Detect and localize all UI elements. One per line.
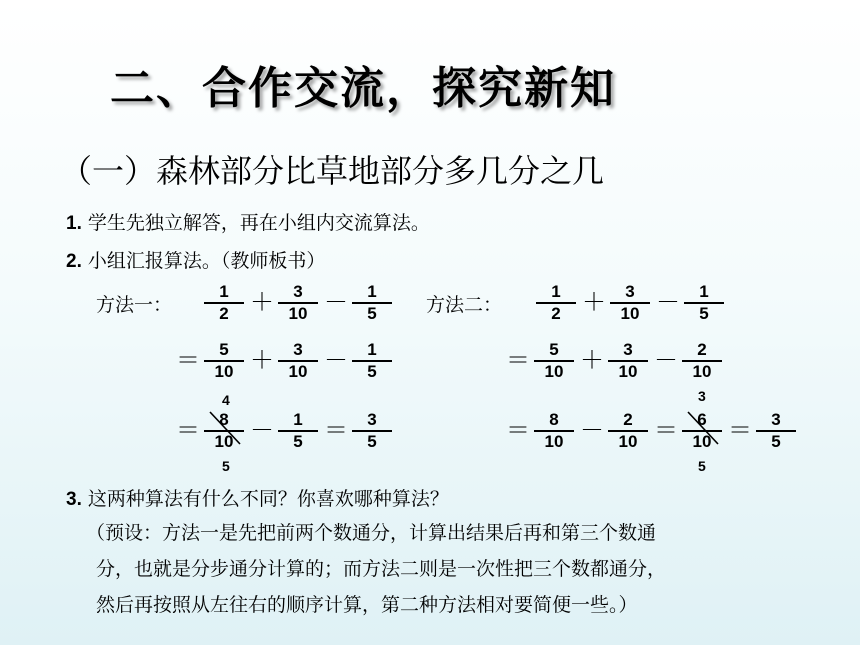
m2-row3-fraction-2-denominator: 10 bbox=[692, 432, 712, 451]
item-1-number: 1. bbox=[66, 213, 82, 234]
m2-row2-op-0: ＝ bbox=[506, 346, 530, 374]
m2-row2-fraction-0 bbox=[532, 340, 576, 382]
m2-row3-fraction-3 bbox=[754, 410, 798, 452]
m1-row2-op-1: ＋ bbox=[250, 346, 274, 374]
m1-row3-fraction-1-numerator: 1 bbox=[293, 410, 303, 429]
m1-row3-fraction-2 bbox=[350, 410, 394, 452]
m1-row1-fraction-2 bbox=[350, 282, 394, 324]
m1-row3-fraction-2-denominator: 5 bbox=[367, 432, 377, 451]
m2-reduced-denominator: 5 bbox=[698, 458, 706, 474]
m1-reduced-numerator: 4 bbox=[222, 392, 230, 408]
m1-row3-op-2: ＝ bbox=[324, 416, 348, 444]
m2-row2-fraction-1 bbox=[606, 340, 650, 382]
m2-row3-op-3: ＝ bbox=[728, 416, 752, 444]
m1-row1-fraction-0-denominator: 2 bbox=[219, 304, 229, 323]
m2-row2-fraction-2-numerator: 2 bbox=[697, 340, 707, 359]
m2-row3-op-1: － bbox=[580, 416, 604, 444]
m2-row1-fraction-0-denominator: 2 bbox=[551, 304, 561, 323]
m1-row1-op-0: ＋ bbox=[250, 288, 274, 316]
m1-row3-fraction-1 bbox=[276, 410, 320, 452]
m1-row1-fraction-0 bbox=[202, 282, 246, 324]
m1-row1-fraction-1 bbox=[276, 282, 320, 324]
m2-row3-fraction-1-denominator: 10 bbox=[618, 432, 638, 451]
m1-row3-fraction-2-numerator: 3 bbox=[367, 410, 377, 429]
m2-row1-fraction-1-numerator: 3 bbox=[625, 282, 635, 301]
method-2-label: 方法二： bbox=[426, 294, 503, 316]
m2-row2-op-2: － bbox=[654, 346, 678, 374]
section-subtitle: （一）森林部分比草地部分多几分之几 bbox=[60, 152, 605, 190]
m2-row3-fraction-3-numerator: 3 bbox=[771, 410, 781, 429]
m2-row3-fraction-1 bbox=[606, 410, 650, 452]
m1-row3-fraction-1-denominator: 5 bbox=[293, 432, 303, 451]
m2-row3-fraction-0-denominator: 10 bbox=[544, 432, 564, 451]
item-2 bbox=[66, 246, 325, 273]
m1-row1-op-1: － bbox=[324, 288, 348, 316]
m1-row2-fraction-0 bbox=[202, 340, 246, 382]
m1-row3-op-1: － bbox=[250, 416, 274, 444]
m2-row2-fraction-2 bbox=[680, 340, 724, 382]
m1-row2-fraction-0-numerator: 5 bbox=[219, 340, 229, 359]
item-3-number: 3. bbox=[66, 489, 82, 510]
m1-row2-fraction-1-denominator: 10 bbox=[288, 362, 308, 381]
m1-row1-fraction-2-denominator: 5 bbox=[367, 304, 377, 323]
item-1-text: 学生先独立解答，再在小组内交流算法。 bbox=[87, 212, 430, 234]
m1-row3-op-0: ＝ bbox=[176, 416, 200, 444]
m2-reduced-numerator: 3 bbox=[698, 388, 706, 404]
explanation-line-2: 分，也就是分步通分计算的；而方法二则是一次性把三个数都通分， bbox=[96, 558, 667, 580]
m2-row2-fraction-0-numerator: 5 bbox=[549, 340, 559, 359]
m2-row3-fraction-0-numerator: 8 bbox=[549, 410, 559, 429]
m1-row2-fraction-0-denominator: 10 bbox=[214, 362, 234, 381]
m1-row2-fraction-2 bbox=[350, 340, 394, 382]
m2-row3-op-2: ＝ bbox=[654, 416, 678, 444]
m2-row2-fraction-1-denominator: 10 bbox=[618, 362, 638, 381]
item-2-text: 小组汇报算法。（教师板书） bbox=[87, 250, 326, 272]
m2-row1-fraction-1-denominator: 10 bbox=[620, 304, 640, 323]
m2-row3-fraction-1-numerator: 2 bbox=[623, 410, 633, 429]
m2-row1-fraction-2-denominator: 5 bbox=[699, 304, 709, 323]
m1-row2-fraction-1 bbox=[276, 340, 320, 382]
m1-row3-fraction-0-denominator: 10 bbox=[214, 432, 234, 451]
m2-row2-fraction-2-denominator: 10 bbox=[692, 362, 712, 381]
m2-strike bbox=[684, 408, 724, 448]
item-3-text: 这两种算法有什么不同？你喜欢哪种算法？ bbox=[87, 488, 449, 510]
m1-row1-fraction-1-denominator: 10 bbox=[288, 304, 308, 323]
item-3 bbox=[66, 484, 449, 511]
method-1-label: 方法一： bbox=[96, 294, 173, 316]
m2-row2-op-1: ＋ bbox=[580, 346, 604, 374]
m2-row1-op-1: － bbox=[656, 288, 680, 316]
m2-row3-fraction-0 bbox=[532, 410, 576, 452]
item-2-number: 2. bbox=[66, 251, 82, 272]
m2-row3-op-0: ＝ bbox=[506, 416, 530, 444]
m1-row2-fraction-2-denominator: 5 bbox=[367, 362, 377, 381]
m1-row1-fraction-1-numerator: 3 bbox=[293, 282, 303, 301]
m1-row2-fraction-2-numerator: 1 bbox=[367, 340, 377, 359]
m1-row2-op-0: ＝ bbox=[176, 346, 200, 374]
m2-row1-fraction-2-numerator: 1 bbox=[699, 282, 709, 301]
m1-row1-fraction-2-numerator: 1 bbox=[367, 282, 377, 301]
m1-row2-op-2: － bbox=[324, 346, 348, 374]
m1-row2-fraction-1-numerator: 3 bbox=[293, 340, 303, 359]
m1-row3-fraction-0-numerator: 8 bbox=[219, 410, 229, 429]
explanation-line-1: （预设：方法一是先把前两个数通分，计算出结果后再和第三个数通 bbox=[86, 522, 657, 544]
m2-row1-fraction-0 bbox=[534, 282, 578, 324]
m2-row1-fraction-2 bbox=[682, 282, 726, 324]
m2-row1-fraction-1 bbox=[608, 282, 652, 324]
m2-row1-op-0: ＋ bbox=[582, 288, 606, 316]
m1-row1-fraction-0-numerator: 1 bbox=[219, 282, 229, 301]
m2-row3-fraction-3-denominator: 5 bbox=[771, 432, 781, 451]
m1-strike bbox=[206, 408, 246, 448]
slide-title: 二、合作交流，探究新知 bbox=[110, 63, 616, 114]
item-1 bbox=[66, 208, 430, 235]
m2-row3-fraction-2-numerator: 6 bbox=[697, 410, 707, 429]
m2-row2-fraction-1-numerator: 3 bbox=[623, 340, 633, 359]
m2-row1-fraction-0-numerator: 1 bbox=[551, 282, 561, 301]
m2-row2-fraction-0-denominator: 10 bbox=[544, 362, 564, 381]
explanation-line-3: 然后再按照从左往右的顺序计算，第二种方法相对要简便一些。） bbox=[96, 594, 638, 616]
m1-reduced-denominator: 5 bbox=[222, 458, 230, 474]
